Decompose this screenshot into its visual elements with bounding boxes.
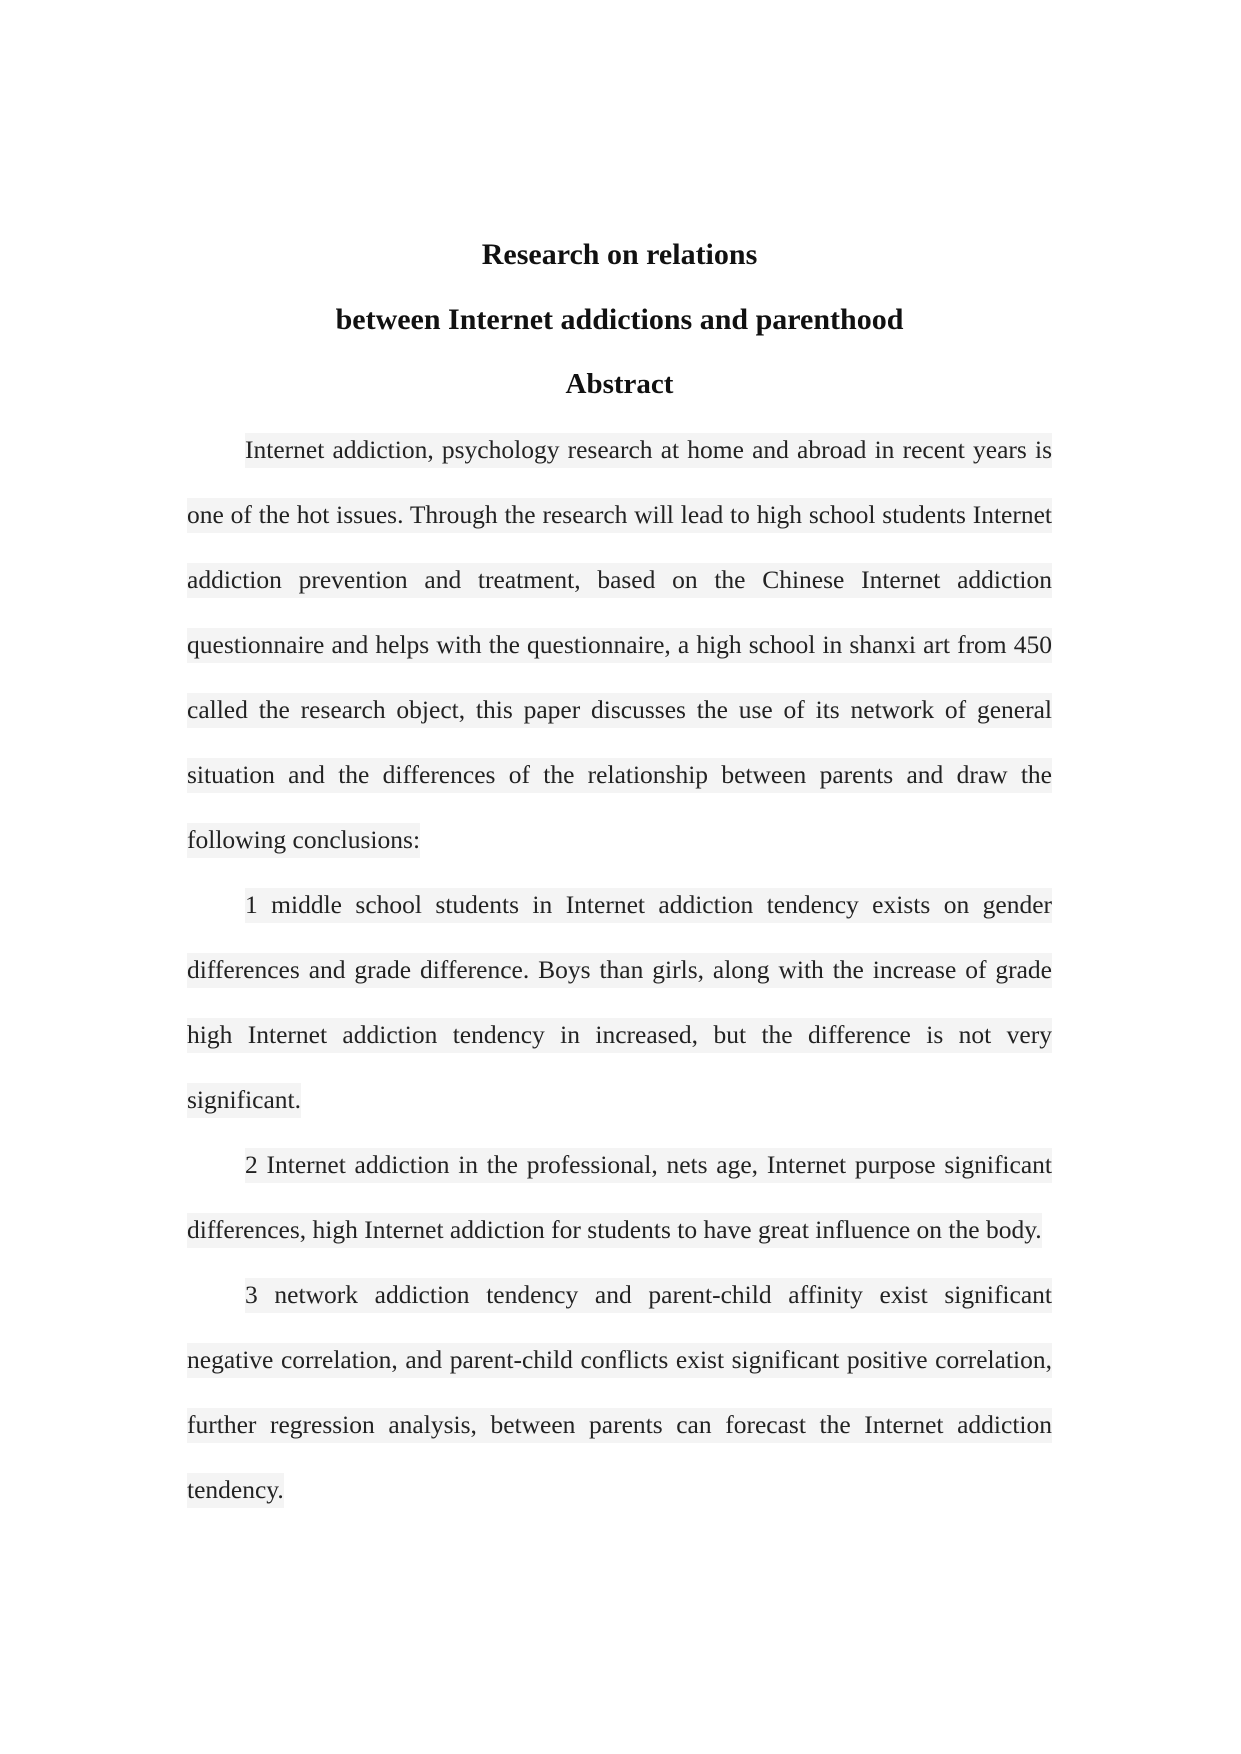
conclusion-text: 3 network addiction tendency and parent-child affinity exist significant negative correlation, and parent-child conflicts exist significant positive correlation, further regression analysis, between parents can forecast the Internet addiction tendency. — [187, 1278, 1052, 1508]
abstract-paragraph-intro — [187, 417, 1052, 872]
paper-title-line-1: Research on relations — [481, 238, 758, 271]
abstract-paragraph-text: Internet addiction, psychology research at home and abroad in recent years is one of the hot issues. Through the research will lead to high school students Internet addiction prevention and treatment, based on the Chinese Internet addiction questionnaire and helps with the questionnaire, a high school in shanxi art from 450 called the research object, this paper discusses the use of its network of general situation and the differences of the relationship between parents and draw the following conclusions: — [187, 433, 1052, 858]
paper-content — [187, 222, 1052, 1522]
conclusion-paragraph-3 — [187, 1262, 1052, 1522]
conclusion-paragraph-1 — [187, 872, 1052, 1132]
conclusion-text: 1 middle school students in Internet addiction tendency exists on gender differences and grade difference. Boys than girls, along with the increase of grade high Internet addiction tendency in increased, but the difference is not very significant. — [187, 888, 1052, 1118]
conclusion-paragraph-2 — [187, 1132, 1052, 1262]
conclusion-text: 2 Internet addiction in the professional, nets age, Internet purpose significant differences, high Internet addiction for students to have great influence on the body. — [187, 1148, 1052, 1248]
abstract-heading: Abstract — [565, 368, 674, 400]
paper-title-line-2: between Internet addictions and parenthood — [335, 303, 904, 336]
